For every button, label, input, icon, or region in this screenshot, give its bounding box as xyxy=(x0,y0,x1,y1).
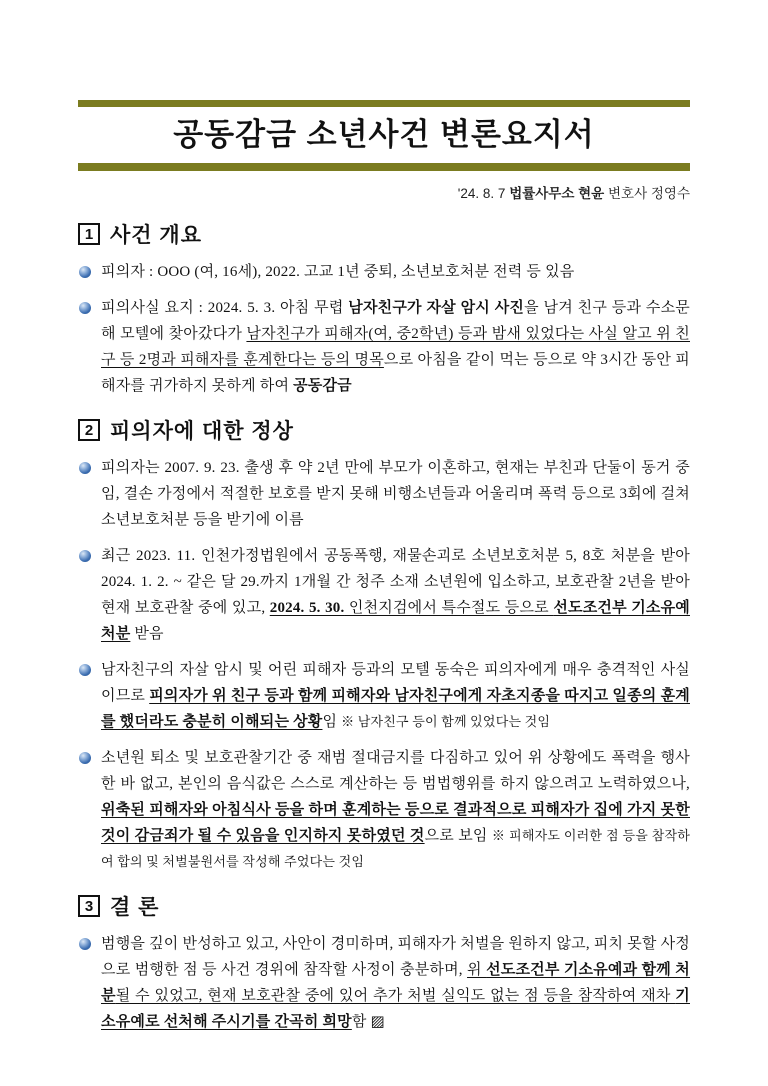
text-segment: 피의자가 위 친구 등과 함께 피해자와 남자친구에게 자초지종을 따지고 일종의 훈계를 했더라도 충분히 이해되는 상황 xyxy=(101,688,690,730)
section-title: 결 론 xyxy=(110,896,160,919)
text-segment: 위축된 피해자와 아침식사 등을 하며 훈계하는 등으로 결과적으로 피해자가 집에 가지 못한 것이 감금죄가 될 수 있음을 인지하지 못하였던 것 xyxy=(101,802,690,844)
text-segment: ※ 피해자도 이러한 점 등을 참작하여 합의 및 처벌불원서를 작성해 주었다는 것임 xyxy=(101,828,691,869)
section-heading xyxy=(78,415,690,445)
text-segment: 선도조건부 기소유예처분 xyxy=(101,600,690,642)
text-segment: 될 수 있었고, 현재 보호관찰 중에 있어 추가 처벌 실익도 없는 점 등을 참작하여 재차 xyxy=(115,988,676,1004)
bullet-item xyxy=(78,259,690,285)
page-title: 공동감금 소년사건 변론요지서 xyxy=(173,117,595,152)
text-segment: 남자친구의 자살 암시 및 어린 피해자 등과의 모텔 동숙은 피의자에게 매우 충격적인 사실이므로 xyxy=(101,662,690,704)
text-segment: 임 xyxy=(322,714,342,730)
bullet-item xyxy=(78,657,690,735)
bullet-sphere-icon xyxy=(79,664,91,676)
bullet-sphere-icon xyxy=(79,938,91,950)
document-header xyxy=(78,100,690,203)
text-segment: 으로 보임 xyxy=(424,828,492,844)
section-heading xyxy=(78,219,690,249)
text-segment: 기소유예로 선처해 주시기를 간곡히 희망 xyxy=(101,988,690,1030)
bullet-item xyxy=(78,455,690,533)
text-segment: 위 xyxy=(467,962,487,978)
text-segment: 받음 xyxy=(130,626,164,642)
section-heading xyxy=(78,891,690,921)
text-segment: 피의자는 2007. 9. 23. 출생 후 약 2년 만에 부모가 이혼하고, 현재는 부친과 단둘이 동거 중임, 결손 가정에서 적절한 보호를 받지 못해 비행소년들과 어울리며 폭력 등으로 3회에 걸쳐 소년보호처분 등을 받기에 이름 xyxy=(101,460,690,528)
section xyxy=(78,219,690,399)
section xyxy=(78,415,690,875)
bullet-sphere-icon xyxy=(79,550,91,562)
section-title: 피의자에 대한 정상 xyxy=(110,420,294,443)
section xyxy=(78,891,690,1035)
text-segment: 인천지검에서 특수절도 등으로 xyxy=(344,600,554,616)
document-body xyxy=(78,219,690,1035)
text-segment: 범행을 깊이 반성하고 있고, 사안이 경미하며, 피해자가 처벌을 원하지 않고, 피치 못할 사정으로 범행한 점 등 사건 경위에 참작할 사정이 충분하며, xyxy=(101,936,690,978)
section-title: 사건 개요 xyxy=(110,224,202,247)
bullet-sphere-icon xyxy=(79,266,91,278)
text-segment: 남자친구가 자살 암시 사진 xyxy=(348,300,525,316)
bullet-item xyxy=(78,931,690,1035)
bullet-item xyxy=(78,295,690,399)
text-segment: 피의사실 요지 : 2024. 5. 3. 아침 무렵 xyxy=(101,300,349,316)
bullet-item xyxy=(78,543,690,647)
text-segment: 피의자 : OOO (여, 16세), 2022. 고교 1년 중퇴, 소년보호처분 전력 등 있음 xyxy=(101,264,575,280)
text-segment: 함 xyxy=(351,1014,371,1030)
title-rule-bottom xyxy=(78,163,690,171)
title-rule-top xyxy=(78,100,690,107)
bullet-sphere-icon xyxy=(79,752,91,764)
section-number-box: 2 xyxy=(78,419,100,441)
text-segment: 소년원 퇴소 및 보호관찰기간 중 재범 절대금지를 다짐하고 있어 위 상황에도 폭력을 행사한 바 없고, 본인의 음식값은 스스로 계산하는 등 범법행위를 하지 않으려고 노력하였으나, xyxy=(101,750,690,792)
text-segment: 으로 아침을 같이 먹는 등으로 약 3시간 동안 피해자를 귀가하지 못하게 하여 xyxy=(101,352,690,394)
text-segment: 최근 2023. 11. 인천가정법원에서 공동폭행, 재물손괴로 소년보호처분 5, 8호 처분을 받아 2024. 1. 2. ~ 같은 달 29.까지 1개월 간 청주 소재 소년원에 입소하고, 보호관찰 2년을 받아 현재 보호관찰 중에 있고, xyxy=(101,548,690,616)
byline-firm: 법률사무소 현윤 xyxy=(509,186,605,201)
byline xyxy=(78,184,690,203)
bullet-sphere-icon xyxy=(79,302,91,314)
text-segment: 선도조건부 기소유예과 함께 처분 xyxy=(101,962,691,1004)
bullet-sphere-icon xyxy=(79,462,91,474)
document-end-mark-icon: ▨ xyxy=(370,1014,385,1030)
section-number-box: 3 xyxy=(78,895,100,917)
byline-date: '24. 8. 7 xyxy=(457,186,506,201)
byline-author: 변호사 정영수 xyxy=(608,186,690,201)
text-segment: 남자친구가 피해자(여, 중2학년) 등과 밤새 있었다는 사실 알고 위 친구 등 2명과 피해자를 훈계한다는 등의 명목 xyxy=(101,326,690,368)
text-segment: 2024. 5. 30. xyxy=(269,600,345,616)
text-segment: 을 남겨 친구 등과 수소문해 모텔에 찾아갔다가 xyxy=(101,300,690,342)
bullet-item xyxy=(78,745,690,875)
text-segment: ※ 남자친구 등이 함께 있었다는 것임 xyxy=(341,714,551,729)
text-segment: 공동감금 xyxy=(293,378,352,394)
section-number-box: 1 xyxy=(78,223,100,245)
